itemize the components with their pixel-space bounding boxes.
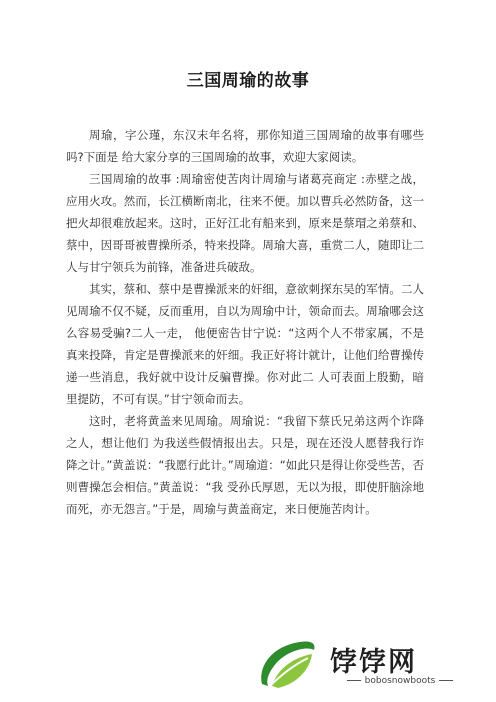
site-url-line	[330, 676, 470, 686]
document-title: 三国周瑜的故事	[186, 71, 310, 91]
paragraph-story-1: 三国周瑜的故事 :周瑜密使苦肉计周瑜与诸葛亮商定 :赤壁之战，应用火攻。然而，长江横断南北，往来不便。加以曹兵必然防备，这一把火却很难放起来。这时，正好江北有船来到，原来是蔡瑁之弟蔡和、蔡中，因哥哥被曹操所杀，特来投降。周瑜大喜，重赏二人，随即让二人与甘宁领兵为前锋，准备进兵破敌。	[66, 172, 424, 274]
paragraph-story-3: 这时，老将黄盖来见周瑜。周瑜说：“我留下蔡氏兄弟这两个诈降之人，想让他们 为我送些假情报出去。只是，现在还没人愿替我行诈降之计。”黄盖说：“我愿行此计。”周瑜道：“如此只是得让你受些苦，否则曹操怎会相信。”黄盖说：“我 受孙氏厚恩，无以为报，即使肝脑涂地而死，亦无怨言。”于是，周瑜与黄盖商定，来日便施苦肉计。	[66, 414, 424, 516]
paragraph-intro: 周瑜，字公瑾，东汉末年名将，那你知道三国周瑜的故事有哪些吗?下面是 给大家分享的三国周瑜的故事，欢迎大家阅读。	[66, 128, 424, 164]
site-url: bobosnowboots	[364, 676, 436, 686]
rule-left	[347, 680, 361, 681]
document-body	[66, 124, 424, 520]
paragraph-story-2: 其实，蔡和、蔡中是曹操派来的奸细，意欲刺探东吴的军情。二人见周瑜不仅不疑，反而重用，自以为周瑜中计，领命而去。周瑜哪会这么容易受骗?二人一走， 他便密告甘宁说：“这两个人不带家属，不是真来投降，肯定是曹操派来的奸细。我正好将计就计，让他们给曹操传递一些消息，我好就中设计反骗曹操。你对此二 人可表面上殷勤，暗里提防，不可有误。”甘宁领命而去。	[66, 282, 424, 406]
leaf-logo-icon	[256, 636, 320, 692]
site-name: 饽饽网	[330, 647, 417, 678]
rule-right	[439, 680, 453, 681]
site-watermark	[256, 636, 476, 692]
